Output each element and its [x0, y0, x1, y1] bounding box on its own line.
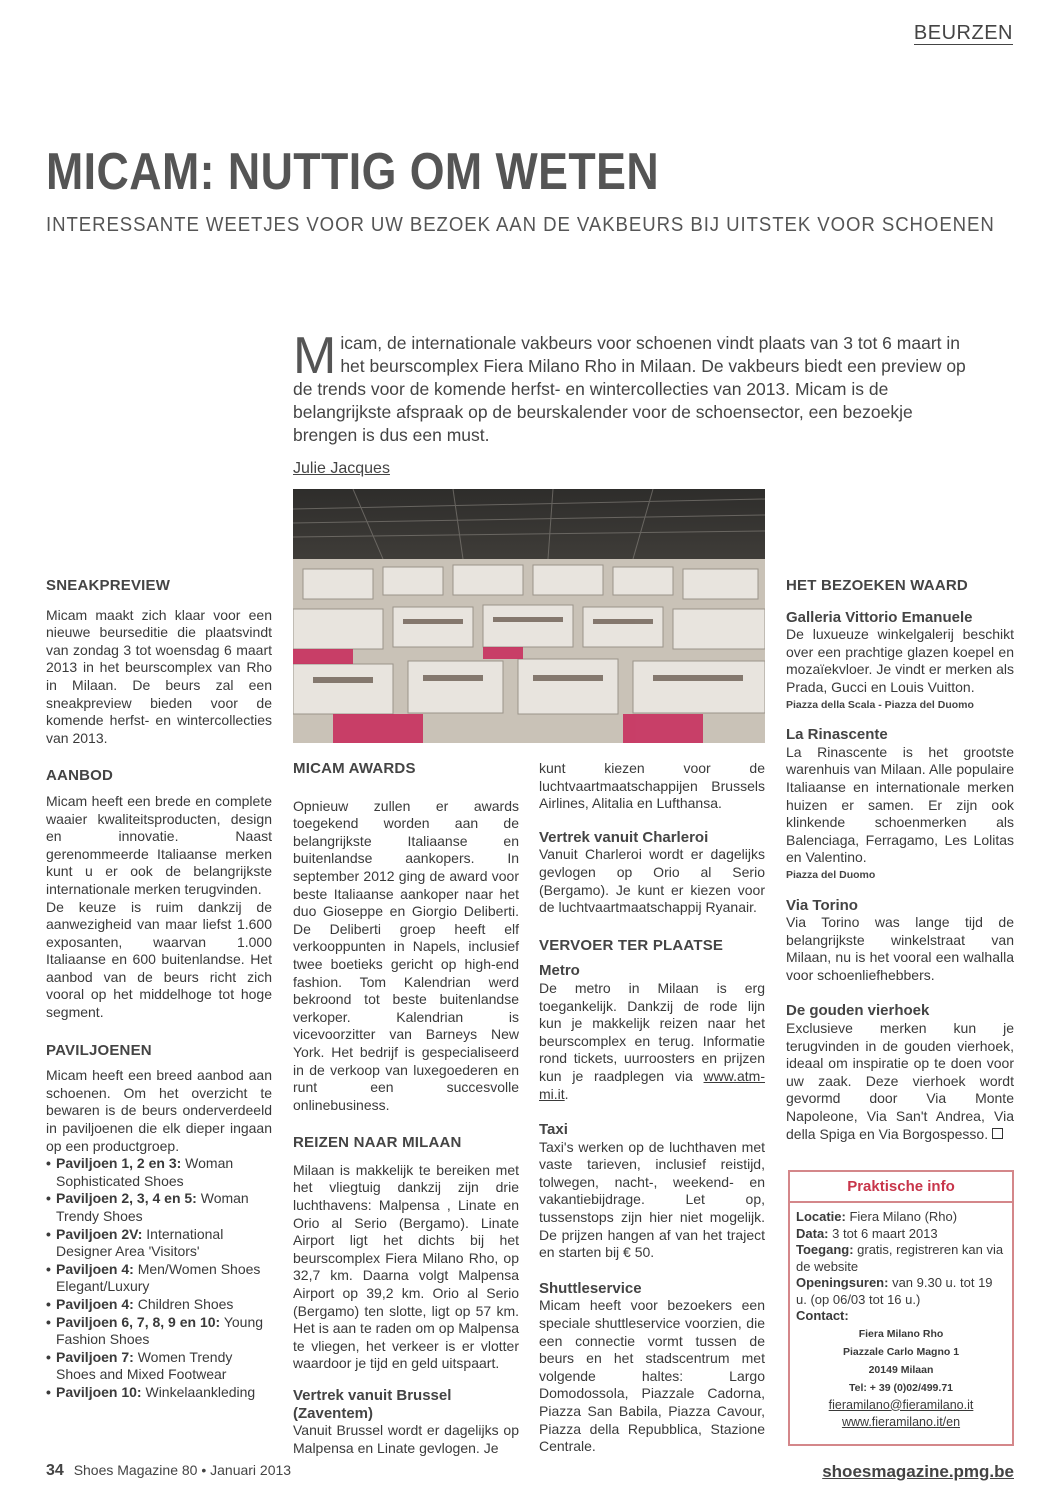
heading-galleria: Galleria Vittorio Emanuele: [786, 608, 973, 626]
heading-paviljoenen: PAVILJOENEN: [46, 1041, 152, 1059]
paragraph-rinascente: La Rinascente is het grootste warenhuis van Milaan. Alle populaire Italiaanse en internationale merken huizen er samen. Er zijn ook klinkende schoenmerken als Balenciaga, Ferragamo, Les Lolitas en Valentino.: [786, 743, 1014, 866]
list-item: • Paviljoen 1, 2 en 3: Woman Sophisticated Shoes: [46, 1155, 272, 1190]
contact-email[interactable]: fieramilano@fieramilano.it: [828, 1397, 974, 1412]
footer-website-link[interactable]: shoesmagazine.pmg.be: [822, 1462, 1014, 1481]
paragraph-shuttleservice: Micam heeft voor bezoekers een speciale shuttleservice voorzien, die een connectie vormt tussen de beurs en het stadscentrum met volgende haltes: Largo Domodossola, Piazzale Cadorna, Piazza San Babila, Piazza Cavour, Piazza della Repubblica, Stazione Centrale.: [539, 1297, 765, 1455]
location-rinascente: Piazza del Duomo: [786, 868, 876, 881]
heading-reizen: REIZEN NAAR MILAAN: [293, 1134, 462, 1152]
author-byline: Julie Jacques: [293, 460, 390, 477]
list-item: • Paviljoen 4: Children Shoes: [46, 1296, 272, 1314]
heading-taxi: Taxi: [539, 1121, 568, 1139]
info-openingsuren: Openingsuren: van 9.30 u. tot 19 u. (op 06/03 tot 16 u.): [796, 1275, 993, 1307]
page-number: 34: [46, 1462, 64, 1479]
paragraph-gouden-vierhoek: Exclusieve merken kun je terugvinden in de gouden vierhoek, ideaal om inspiratie op te doen voor uw zaak. Deze vierhoek wordt gevormd door Via Monte Napoleone, Via San't Andrea, Via della Spiga en Via Borgospesso.: [786, 1020, 1014, 1142]
practical-info-box: [788, 1170, 1014, 1446]
article-title: MICAM: NUTTIG OM WETEN: [46, 143, 660, 201]
heading-metro: Metro: [539, 962, 580, 980]
article-subtitle: INTERESSANTE WEETJES VOOR UW BEZOEK AAN DE VAKBEURS BIJ UITSTEK VOOR SCHOENEN: [46, 214, 995, 236]
paragraph-reizen: Milaan is makkelijk te bereiken met het vliegtuig dankzij zijn drie luchthavens: Malpensa , Linate en Orio al Serio (Bergamo). Linate Airport ligt het dichts bij het beurscomplex Fiera Milano Rho, op 32,7 km. Daarna volgt Malpensa Airport op 39,2 km. Orio al Serio (Bergamo) ten slotte, ligt op 57 km. Het is aan te raden om op Malpensa te vliegen, het verkeer is er vlotter waardoor je tijd en geld uitspaart.: [293, 1161, 519, 1372]
info-locatie: Locatie: Fiera Milano (Rho): [796, 1209, 958, 1224]
paragraph-aanbod-1: Micam heeft een brede en complete waaier kwaliteitsproducten, design en innovatie. Naast gerenommeerde Italiaanse merken kunt u er ook de belangrijkste internationale merken terugvinden.: [46, 792, 272, 897]
magazine-issue: Shoes Magazine 80 • Januari 2013: [73, 1462, 292, 1478]
paragraph-aanbod-2: De keuze is ruim dankzij de aanwezigheid van maar liefst 1.600 exposanten, waarvan 1.000 Italiaanse en 600 buitenlandse. Het aanbod van de beurs richt zich vooral op het middelhoge tot hoge segment.: [46, 898, 272, 1021]
list-item: • Paviljoen 7: Women Trendy Shoes and Mixed Footwear: [46, 1349, 272, 1384]
heading-bezoeken-waard: HET BEZOEKEN WAARD: [786, 577, 968, 594]
location-galleria: Piazza della Scala - Piazza del Duomo: [786, 698, 974, 711]
info-box-divider: [790, 1201, 1012, 1203]
paragraph-brussel-continued: kunt kiezen voor de luchtvaartmaatschappijen Brussels Airlines, Alitalia en Lufthansa.: [539, 760, 765, 812]
paragraph-metro: De metro in Milaan is erg toegankelijk. Dankzij de rode lijn kun je makkelijk reizen naar het beurscomplex en terug. Informatie rond tickets, uurroosters en prijzen kun je raadplegen via www.atm-mi.it.: [539, 979, 765, 1102]
atm-link[interactable]: www.atm-mi.it: [539, 1067, 765, 1102]
paragraph-via-torino: Via Torino was lange tijd de belangrijkste winkelstraat van Milaan, nu is het vooral een walhalla voor schoenliefhebbers.: [786, 914, 1014, 983]
footer-left: [46, 1462, 291, 1480]
heading-vervoer: VERVOER TER PLAATSE: [539, 936, 724, 954]
contact-city: 20149 Milaan: [868, 1363, 934, 1376]
paragraph-paviljoenen: Micam heeft een breed aanbod aan schoenen. Om het overzicht te bewaren is de beurs onderverdeeld in paviljoenen die elk dieper ingaan op een productgroep.: [46, 1067, 272, 1154]
contact-street: Piazzale Carlo Magno 1: [842, 1345, 960, 1358]
heading-aanbod: AANBOD: [46, 767, 114, 785]
list-item: • Paviljoen 6, 7, 8, 9 en 10: Young Fashion Shoes: [46, 1314, 272, 1349]
list-item: • Paviljoen 4: Men/Women Shoes Elegant/Luxury: [46, 1261, 272, 1296]
column-3: [539, 760, 765, 1456]
list-item: • Paviljoen 2V: International Designer Area 'Visitors': [46, 1226, 272, 1261]
contact-phone: Tel: + 39 (0)02/499.71: [849, 1381, 953, 1394]
heading-brussel: Vertrek vanuit Brussel (Zaventem): [293, 1387, 452, 1422]
info-contact-label: Contact:: [796, 1308, 849, 1323]
lead-paragraph: [293, 327, 973, 447]
paragraph-brussel: Vanuit Brussel wordt er dagelijks op Malpensa en Linate gevlogen. Je: [293, 1422, 519, 1456]
contact-website[interactable]: www.fieramilano.it/en: [841, 1414, 961, 1429]
info-box-title: Praktische info: [847, 1178, 955, 1195]
heading-gouden-vierhoek: De gouden vierhoek: [786, 1002, 930, 1020]
heading-rinascente: La Rinascente: [786, 726, 888, 744]
list-item: • Paviljoen 2, 3, 4 en 5: Woman Trendy Shoes: [46, 1190, 272, 1225]
heading-charleroi: Vertrek vanuit Charleroi: [539, 828, 709, 846]
paragraph-taxi: Taxi's werken op de luchthaven met vaste tarieven, inclusief reistijd, tolwegen, nacht-, weekend- en vakantiebijdrage. Let op, tussenstops zijn hier niet mogelijk. De prijzen hangen af van het traject en starten bij € 50.: [539, 1138, 765, 1261]
pavilion-list: [46, 1155, 272, 1401]
drop-cap: M: [293, 327, 337, 385]
contact-name: Fiera Milano Rho: [858, 1327, 944, 1340]
paragraph-awards: Opnieuw zullen er awards toegekend worden aan de belangrijkste Italiaanse en buitenlandse aankopers. In september 2012 ging de award voor beste Italiaanse aankoper naar het duo Gioseppe en Giorgio Deliberti. De Deliberti groep heeft elf verkooppunten in Napels, inclusief twee boetieks gericht op high-end fashion. Tom Kalendrian werd bekroond tot beste buitenlandse verkoper. Kalendrian is vicevoorzitter van Barneys New York. Het bedrijf is gespecialiseerd in de verkoop van luxegoederen en runt een succesvolle onlinebusiness.: [293, 797, 519, 1113]
trade-fair-hall-photo: [293, 489, 765, 743]
heading-sneakpreview: SNEAKPREVIEW: [46, 577, 171, 594]
paragraph-charleroi: Vanuit Charleroi wordt er dagelijks gevlogen op Orio al Serio (Bergamo). Je kunt er kiezen voor de luchtvaartmaatschappij Ryanair.: [539, 846, 765, 916]
end-of-article-icon: [992, 1128, 1003, 1139]
list-item: • Paviljoen 10: Winkelaankleding: [46, 1384, 272, 1402]
section-tag: BEURZEN: [913, 22, 1013, 44]
paragraph-galleria: De luxueuze winkelgalerij beschikt over een prachtige glazen koepel en mozaïekvloer. Je vindt er merken als Prada, Gucci en Louis Vuitton.: [786, 626, 1014, 695]
info-data: Data: 3 tot 6 maart 2013: [796, 1225, 938, 1241]
column-2: [293, 760, 519, 1457]
heading-via-torino: Via Torino: [786, 896, 858, 914]
lead-text: icam, de internationale vakbeurs voor schoenen vindt plaats van 3 tot 6 maart in het beurscomplex Fiera Milano Rho in Milaan. De vakbeurs biedt een preview op de trends voor de komende herfst- en wintercollecties van 2013. Micam is de belangrijkste afspraak op de beurskalender voor de schoensector, een bezoekje brengen is dus een must.: [293, 333, 966, 445]
info-toegang: Toegang: gratis, registreren kan via de website: [796, 1242, 1004, 1274]
hall-photo-illustration: [293, 489, 765, 743]
heading-micam-awards: MICAM AWARDS: [293, 760, 416, 777]
paragraph-sneakpreview: Micam maakt zich klaar voor een nieuwe beurseditie die plaatsvindt van zondag 3 tot woensdag 6 maart 2013 in het beurscomplex van Rho in Milaan. De beurs zal een sneakpreview bieden voor de komende herfst- en wintercollecties van 2013.: [46, 606, 272, 746]
heading-shuttleservice: Shuttleservice: [539, 1279, 642, 1297]
column-4: [786, 577, 1014, 1143]
column-1: [46, 577, 272, 1402]
info-box-content: [790, 1209, 1012, 1431]
